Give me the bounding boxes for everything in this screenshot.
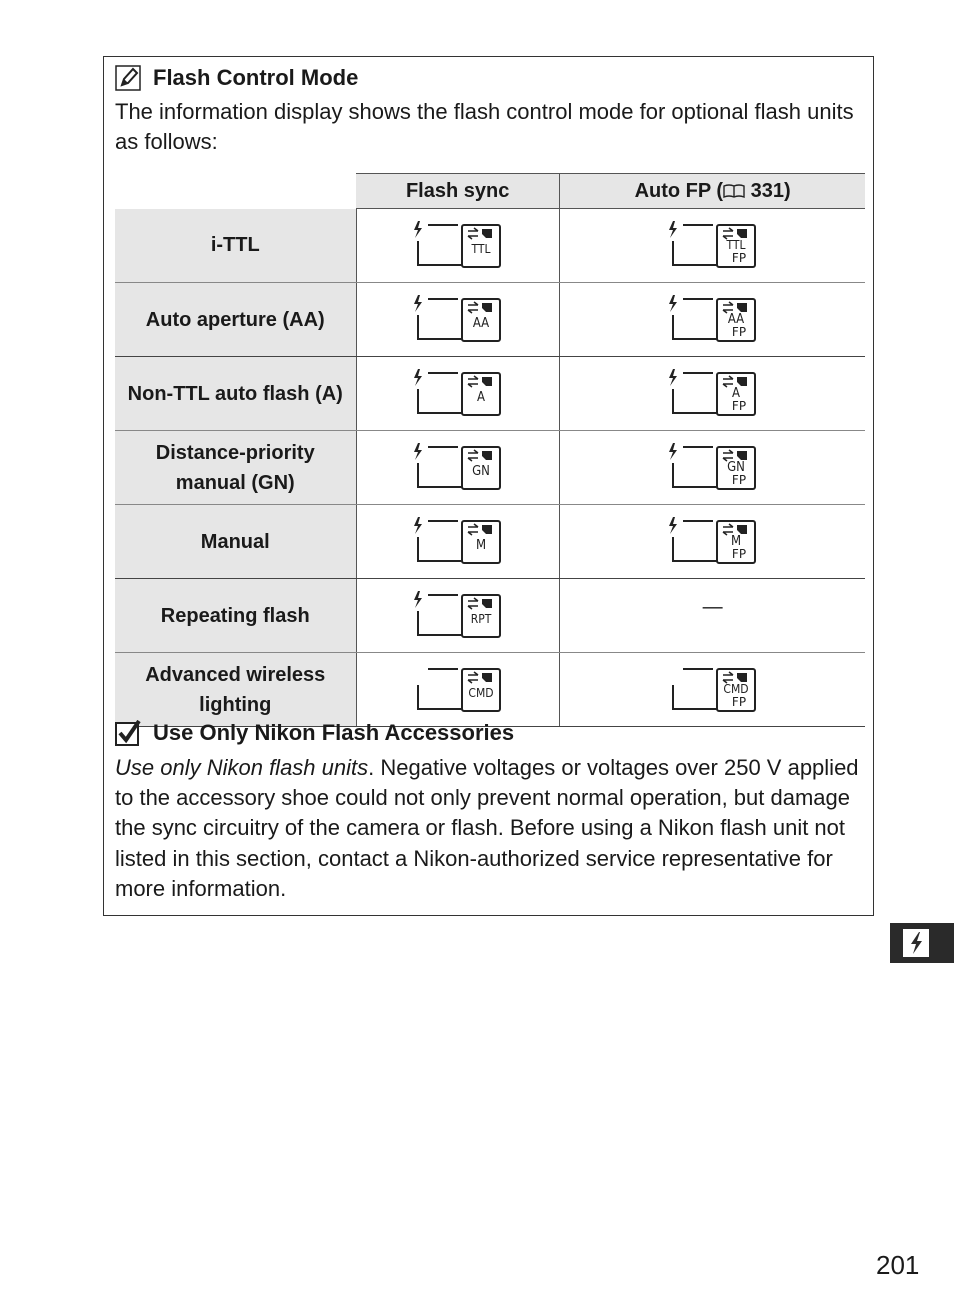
svg-text:FP: FP <box>731 324 746 339</box>
row-label: Repeating flash <box>115 579 356 653</box>
flash-sync-cell <box>356 579 560 653</box>
svg-text:FP: FP <box>731 250 746 265</box>
flash-mode-fp-icon <box>667 293 759 347</box>
svg-text:TTL: TTL <box>471 241 491 256</box>
flash-sync-cell <box>356 653 560 727</box>
note-heading <box>115 64 358 92</box>
row-label: Auto aperture (AA) <box>115 283 356 357</box>
auto-fp-cell <box>560 357 865 431</box>
caution-text <box>115 753 867 904</box>
column-header-flash-sync: Flash sync <box>356 174 560 209</box>
page-number: 201 <box>876 1250 920 1280</box>
table-row <box>115 209 865 283</box>
auto-fp-cell <box>560 505 865 579</box>
table-row <box>115 283 865 357</box>
table-row <box>115 431 865 505</box>
column-header-auto-fp: Auto FP ( 331) <box>560 174 865 209</box>
table-row <box>115 579 865 653</box>
svg-text:GN: GN <box>471 463 490 479</box>
row-label: Manual <box>115 505 356 579</box>
auto-fp-cell <box>560 653 865 727</box>
row-label: Non-TTL auto flash (A) <box>115 357 356 431</box>
flash-mode-fp-icon <box>667 219 759 273</box>
flash-mode-icon <box>412 293 504 347</box>
auto-fp-cell <box>560 283 865 357</box>
caution-title: Use Only Nikon Flash Accessories <box>153 720 515 745</box>
flash-tab-icon <box>898 923 938 963</box>
flash-mode-fp-icon <box>667 515 759 569</box>
svg-text:M: M <box>730 533 741 549</box>
svg-text:A: A <box>476 389 485 405</box>
flash-mode-icon <box>412 515 504 569</box>
caution-heading <box>115 720 514 746</box>
flash-mode-icon <box>412 589 504 643</box>
flash-sync-cell <box>356 283 560 357</box>
svg-text:FP: FP <box>731 694 746 709</box>
flash-sync-cell <box>356 357 560 431</box>
row-label: Advanced wireless lighting <box>115 653 356 727</box>
flash-mode-icon <box>412 219 504 273</box>
flash-mode-fp-icon <box>667 663 759 717</box>
svg-text:FP: FP <box>731 546 746 561</box>
auto-fp-cell <box>560 431 865 505</box>
flash-sync-cell <box>356 209 560 283</box>
intro-text: The information display shows the flash control mode for optional flash units as follows: <box>115 99 854 154</box>
flash-mode-fp-icon <box>667 441 759 495</box>
svg-text:CMD: CMD <box>468 685 494 700</box>
flash-mode-icon <box>412 441 504 495</box>
note-box <box>103 56 874 916</box>
svg-text:FP: FP <box>731 472 746 487</box>
flash-sync-cell <box>356 505 560 579</box>
svg-text:M: M <box>475 537 486 553</box>
flash-mode-icon <box>412 663 504 717</box>
table-row <box>115 505 865 579</box>
flash-sync-cell <box>356 431 560 505</box>
caution-body: . Negative voltages or voltages over 250 V applied to the accessory shoe could not only prevent normal operation, but damage the sync circuitry of the camera or flash. Before using a Nikon flash unit not listed in this section, contact a Nikon-authorized service representative for more information. <box>115 755 859 901</box>
table-row <box>115 357 865 431</box>
svg-text:CMD: CMD <box>723 681 749 696</box>
flash-mode-icon <box>412 367 504 421</box>
svg-text:AA: AA <box>472 315 490 331</box>
caution-lead: Use only Nikon flash units <box>115 755 369 780</box>
pencil-icon <box>115 65 141 91</box>
row-label: Distance-priority manual (GN) <box>115 431 356 505</box>
row-label: i-TTL <box>115 209 356 283</box>
svg-text:AA: AA <box>727 311 744 327</box>
svg-text:TTL: TTL <box>726 237 746 252</box>
svg-text:GN: GN <box>726 459 745 475</box>
table-corner <box>115 174 356 209</box>
flash-mode-fp-icon <box>667 367 759 421</box>
svg-text:FP: FP <box>731 398 746 413</box>
svg-text:A: A <box>731 385 740 401</box>
book-ref-icon <box>723 184 745 198</box>
note-title: Flash Control Mode <box>153 65 359 90</box>
check-icon <box>115 720 141 746</box>
not-available-dash: — <box>702 596 723 618</box>
table-row <box>115 653 865 727</box>
flash-mode-table <box>115 173 865 727</box>
auto-fp-cell <box>560 209 865 283</box>
section-tab-flash <box>890 923 954 963</box>
svg-text:RPT: RPT <box>470 611 492 626</box>
auto-fp-cell <box>560 579 865 653</box>
